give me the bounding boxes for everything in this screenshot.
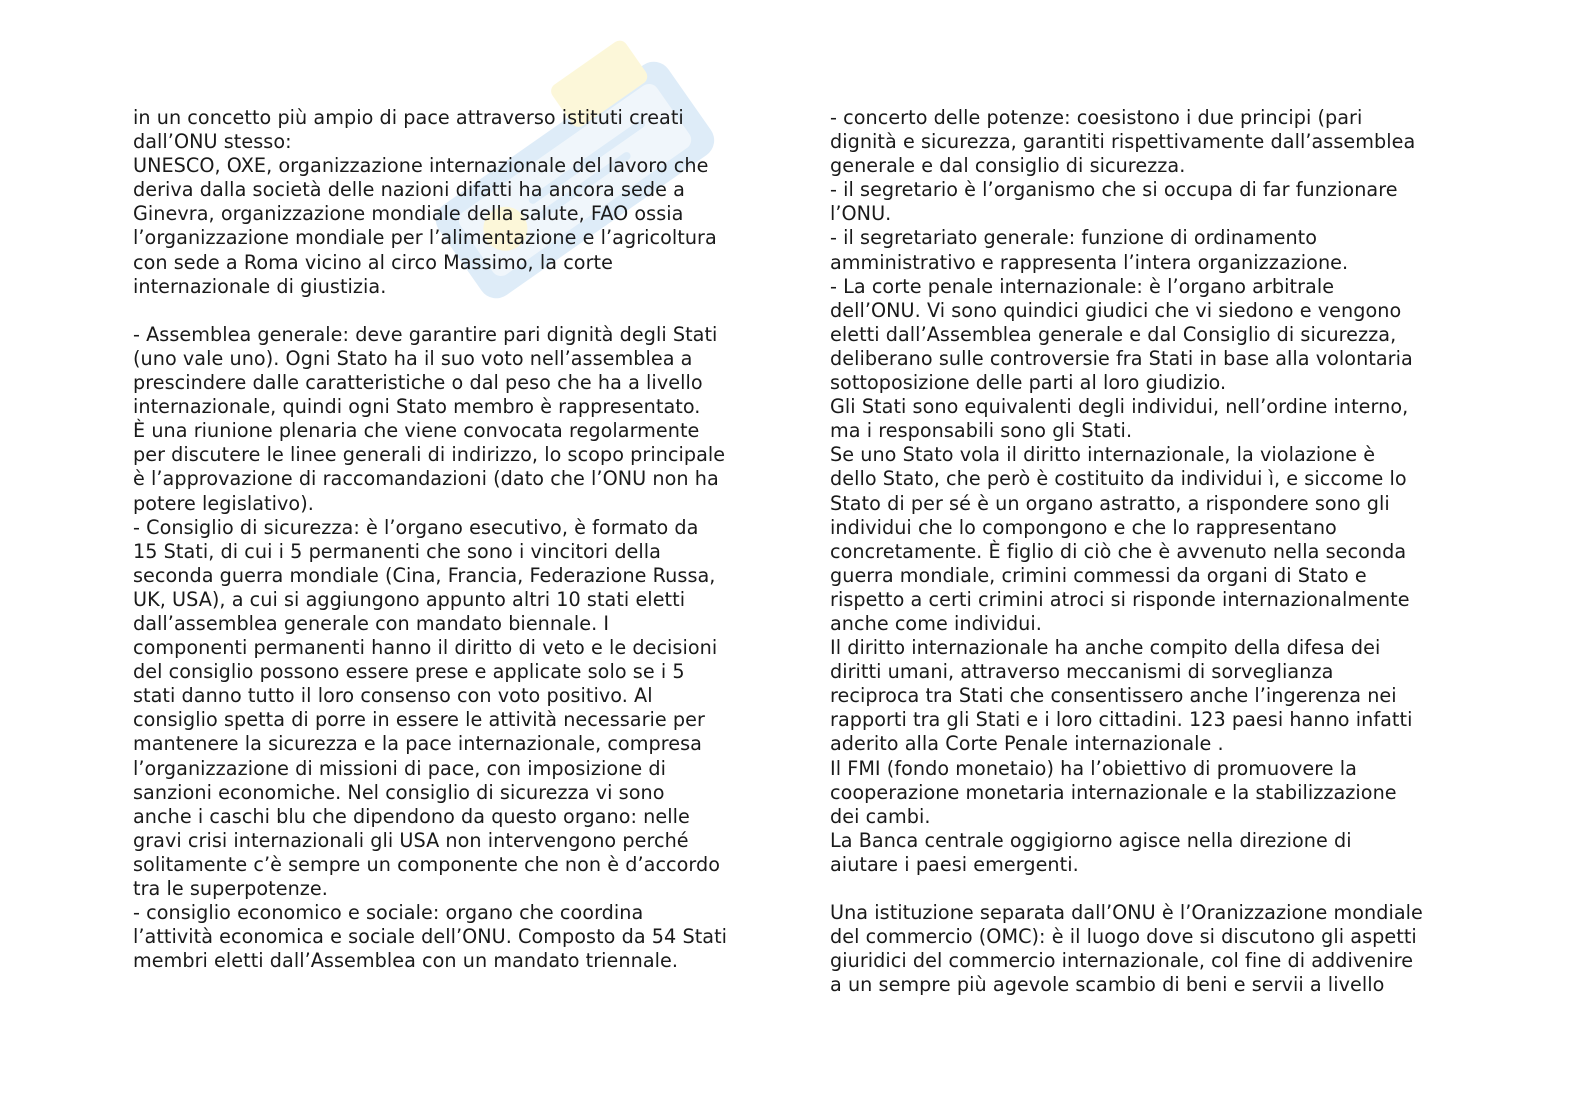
text-line: è l’approvazione di raccomandazioni (dato che l’ONU non ha bbox=[133, 467, 719, 491]
text-line: dei cambi. bbox=[830, 804, 931, 828]
text-line: È una riunione plenaria che viene convocata regolarmente bbox=[133, 419, 700, 443]
text-line: sottoposizione delle parti al loro giudizio. bbox=[830, 371, 1227, 395]
text-line: anche come individui. bbox=[830, 611, 1042, 635]
text-line: per discutere le linee generali di indirizzo, lo scopo principale bbox=[133, 443, 726, 467]
text-line: Il FMI (fondo monetaio) ha l’obiettivo di promuovere la bbox=[830, 756, 1357, 780]
text-line: solitamente c’è sempre un componente che non è d’accordo bbox=[133, 852, 721, 876]
text-line: Il diritto internazionale ha anche compito della difesa dei bbox=[830, 636, 1381, 660]
text-line: eletti dall’Assemblea generale e dal Consiglio di sicurezza, bbox=[830, 322, 1397, 346]
text-line: (uno vale uno). Ogni Stato ha il suo voto nell’assemblea a bbox=[133, 346, 693, 370]
text-line: aiutare i paesi emergenti. bbox=[830, 852, 1079, 876]
text-line: aderito alla Corte Penale internazionale . bbox=[830, 732, 1224, 756]
right-text-column bbox=[830, 106, 1480, 997]
text-line: l’organizzazione di missioni di pace, con imposizione di bbox=[133, 756, 666, 780]
text-line: sanzioni economiche. Nel consiglio di sicurezza vi sono bbox=[133, 780, 665, 804]
text-line: reciproca tra Stati che consentissero anche l’ingerenza nei bbox=[830, 684, 1397, 708]
text-line: concretamente. È figlio di ciò che è avvenuto nella seconda bbox=[830, 539, 1407, 563]
text-line: in un concetto più ampio di pace attraverso istituti creati bbox=[133, 106, 684, 129]
blank-line bbox=[133, 299, 783, 323]
text-line: Una istituzione separata dall’ONU è l’Oranizzazione mondiale bbox=[830, 901, 1423, 925]
text-line: La Banca centrale oggigiorno agisce nella direzione di bbox=[830, 828, 1352, 852]
text-line: generale e dal consiglio di sicurezza. bbox=[830, 154, 1186, 178]
text-line: ma i responsabili sono gli Stati. bbox=[830, 419, 1133, 443]
text-line: rispetto a certi crimini atroci si risponde internazionalmente bbox=[830, 587, 1410, 611]
text-line: - Consiglio di sicurezza: è l’organo esecutivo, è formato da bbox=[133, 515, 699, 539]
text-line: individui che lo compongono e che lo rappresentano bbox=[830, 515, 1337, 539]
left-text-column bbox=[133, 106, 783, 973]
blank-line bbox=[830, 877, 1480, 901]
text-line: prescindere dalle caratteristiche o dal peso che ha a livello bbox=[133, 371, 703, 395]
text-line: Stato di per sé è un organo astratto, a rispondere sono gli bbox=[830, 491, 1390, 515]
text-line: guerra mondiale, crimini commessi da organi di Stato e bbox=[830, 563, 1367, 587]
text-line: dignità e sicurezza, garantiti rispettivamente dall’assemblea bbox=[830, 130, 1416, 154]
text-line: del consiglio possono essere prese e applicate solo se i 5 bbox=[133, 660, 685, 684]
text-line: l’organizzazione mondiale per l’alimentazione e l’agricoltura bbox=[133, 226, 717, 250]
text-line: stati danno tutto il loro consenso con voto positivo. Al bbox=[133, 684, 653, 708]
text-line: l’ONU. bbox=[830, 202, 892, 226]
text-line: - consiglio economico e sociale: organo che coordina bbox=[133, 901, 644, 925]
text-line: dall’ONU stesso: bbox=[133, 130, 292, 154]
text-line: a un sempre più agevole scambio di beni e servii a livello bbox=[830, 973, 1385, 997]
text-line: consiglio spetta di porre in essere le attività necessarie per bbox=[133, 708, 705, 732]
text-line: tra le superpotenze. bbox=[133, 877, 328, 900]
text-line: dell’ONU. Vi sono quindici giudici che vi siedono e vengono bbox=[830, 298, 1402, 322]
text-line: Se uno Stato vola il diritto internazionale, la violazione è bbox=[830, 443, 1376, 467]
text-line: - La corte penale internazionale: è l’organo arbitrale bbox=[830, 274, 1335, 298]
text-line: UK, USA), a cui si aggiungono appunto altri 10 stati eletti bbox=[133, 587, 686, 611]
text-line: rapporti tra gli Stati e i loro cittadini. 123 paesi hanno infatti bbox=[830, 708, 1413, 732]
text-line: - Assemblea generale: deve garantire pari dignità degli Stati bbox=[133, 322, 718, 346]
text-line: diritti umani, attraverso meccanismi di sorveglianza bbox=[830, 660, 1334, 684]
text-line: - concerto delle potenze: coesistono i due principi (pari bbox=[830, 106, 1363, 129]
text-line: componenti permanenti hanno il diritto di veto e le decisioni bbox=[133, 636, 718, 660]
text-line: Gli Stati sono equivalenti degli individui, nell’ordine interno, bbox=[830, 395, 1409, 419]
text-line: potere legislativo). bbox=[133, 491, 314, 515]
text-line: anche i caschi blu che dipendono da questo organo: nelle bbox=[133, 804, 690, 828]
text-line: l’attività economica e sociale dell’ONU. Composto da 54 Stati bbox=[133, 925, 728, 949]
text-line: - il segretario è l’organismo che si occupa di far funzionare bbox=[830, 178, 1398, 202]
text-line: mantenere la sicurezza e la pace internazionale, compresa bbox=[133, 732, 702, 756]
text-line: membri eletti dall’Assemblea con un mandato triennale. bbox=[133, 949, 679, 973]
text-line: - il segretariato generale: funzione di ordinamento bbox=[830, 226, 1318, 250]
text-line: UNESCO, OXE, organizzazione internazionale del lavoro che bbox=[133, 154, 709, 178]
text-line: Ginevra, organizzazione mondiale della salute, FAO ossia bbox=[133, 202, 684, 226]
text-line: seconda guerra mondiale (Cina, Francia, Federazione Russa, bbox=[133, 563, 716, 587]
text-line: del commercio (OMC): è il luogo dove si discutono gli aspetti bbox=[830, 925, 1417, 949]
text-line: gravi crisi internazionali gli USA non intervengono perché bbox=[133, 828, 689, 852]
text-line: internazionale, quindi ogni Stato membro è rappresentato. bbox=[133, 395, 701, 419]
text-line: deriva dalla società delle nazioni difatti ha ancora sede a bbox=[133, 178, 685, 202]
text-line: con sede a Roma vicino al circo Massimo, la corte bbox=[133, 250, 613, 274]
text-line: amministrativo e rappresenta l’intera organizzazione. bbox=[830, 250, 1349, 274]
text-line: cooperazione monetaria internazionale e la stabilizzazione bbox=[830, 780, 1397, 804]
text-line: dall’assemblea generale con mandato biennale. I bbox=[133, 611, 610, 635]
text-line: dello Stato, che però è costituito da individui ì, e siccome lo bbox=[830, 467, 1407, 491]
text-line: giuridici del commercio internazionale, col fine di addivenire bbox=[830, 949, 1414, 973]
text-line: deliberano sulle controversie fra Stati in base alla volontaria bbox=[830, 346, 1413, 370]
text-line: internazionale di giustizia. bbox=[133, 274, 387, 298]
text-line: 15 Stati, di cui i 5 permanenti che sono i vincitori della bbox=[133, 539, 661, 563]
